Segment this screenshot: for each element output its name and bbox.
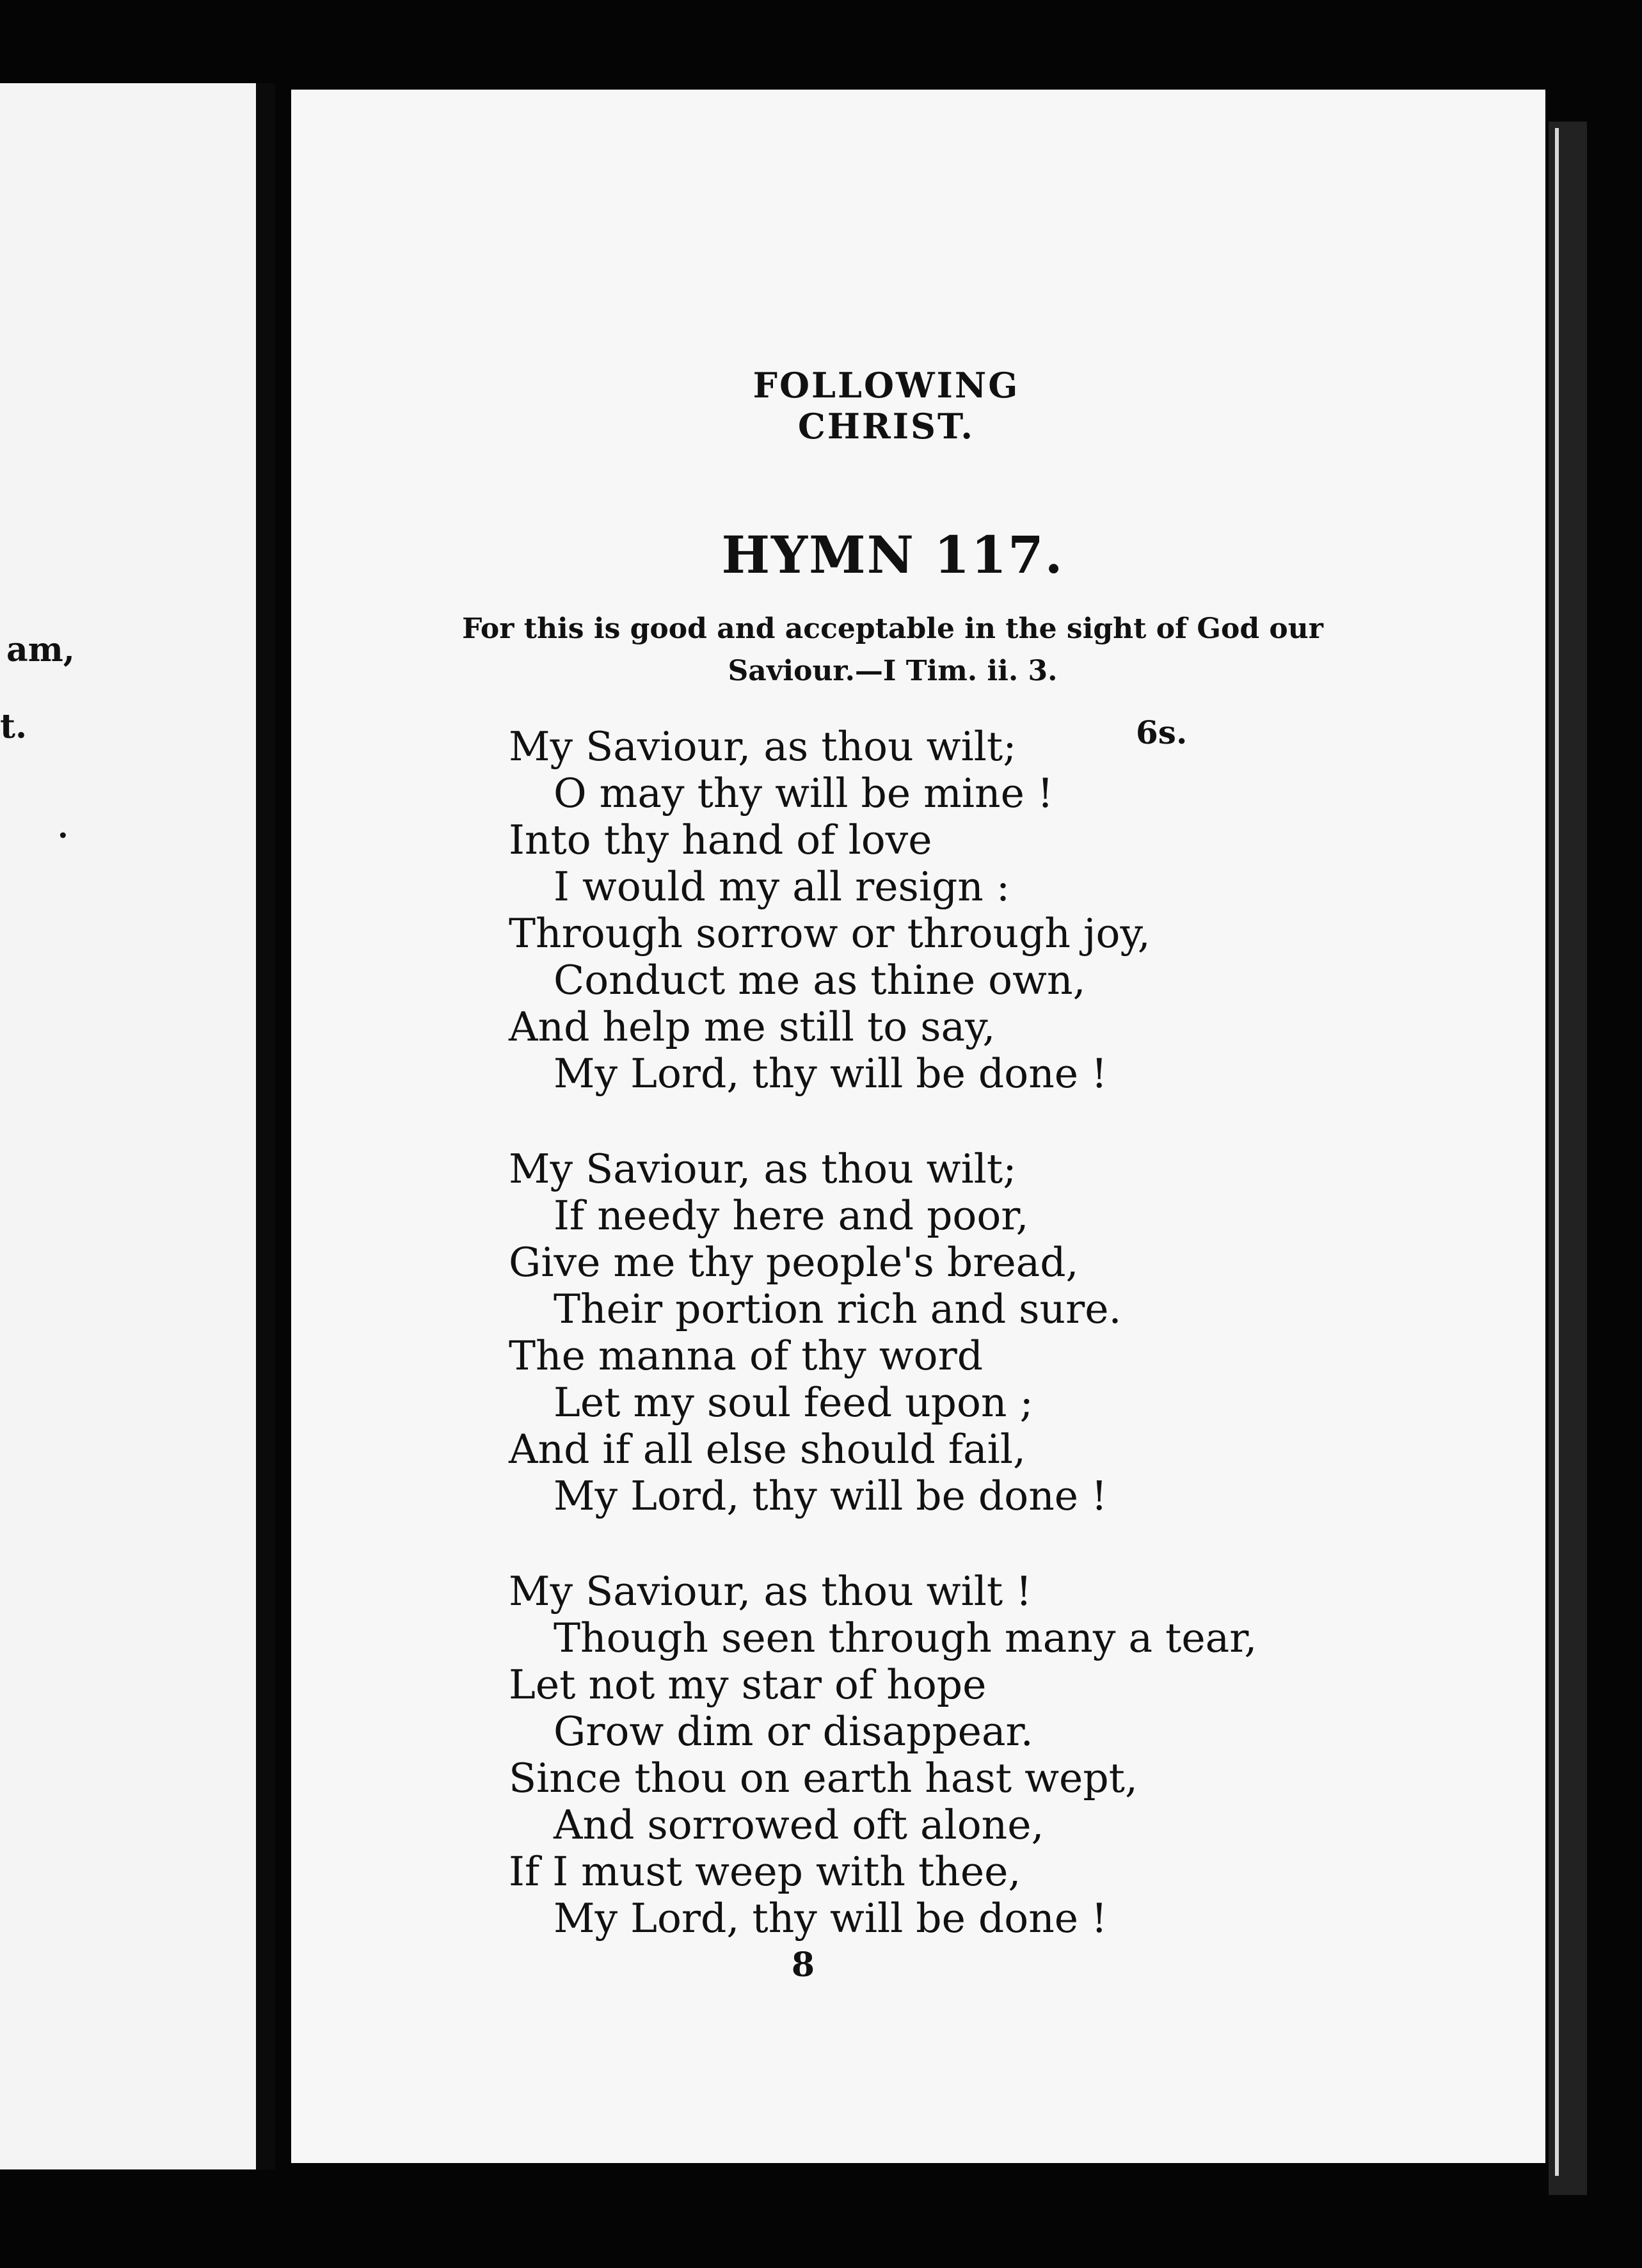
verse-line: And if all else should fail, (509, 1426, 1026, 1473)
verse-line: My Saviour, as thou wilt; (509, 723, 1017, 770)
verse-line: My Lord, thy will be done ! (554, 1895, 1108, 1942)
verse-line: I would my all resign : (554, 863, 1010, 910)
verse-line: My Lord, thy will be done ! (554, 1050, 1108, 1097)
verse-line: Since thou on earth hast wept, (509, 1755, 1138, 1801)
verse-line: O may thy will be mine ! (554, 770, 1054, 817)
verse-line: Into thy hand of love (509, 817, 932, 863)
scripture-epigraph (458, 608, 1328, 692)
hymn-page (291, 90, 1545, 2163)
page-number: 8 (791, 1945, 815, 1984)
verse-line: My Saviour, as thou wilt; (509, 1146, 1017, 1192)
verse-line: If needy here and poor, (554, 1192, 1029, 1239)
previous-page-fragment: t. (0, 707, 28, 746)
epigraph-line: Saviour.—I Tim. ii. 3. (728, 655, 1058, 687)
verse-line: And sorrowed oft alone, (554, 1801, 1044, 1848)
page-edge-line (1555, 128, 1559, 2176)
stanza-1 (509, 723, 1277, 1097)
verse-line: And help me still to say, (509, 1003, 996, 1050)
verse-line: Though seen through many a tear, (554, 1615, 1257, 1661)
stanza-3 (509, 1568, 1277, 1942)
book-gutter (256, 83, 275, 2169)
page-edge-shadow (1549, 122, 1587, 2195)
previous-page-fragment: . (58, 810, 68, 845)
epigraph-line: For this is good and acceptable in the sight of God our (462, 612, 1323, 645)
previous-page-fragment: am, (6, 630, 75, 669)
verse-line: Let my soul feed upon ; (554, 1379, 1033, 1426)
verse-line: Their portion rich and sure. (554, 1286, 1122, 1332)
verse-line: If I must weep with thee, (509, 1848, 1021, 1895)
stanza-2 (509, 1146, 1277, 1519)
running-head: FOLLOWING CHRIST. (753, 365, 1020, 447)
previous-page (0, 83, 256, 2169)
verse-line: Conduct me as thine own, (554, 957, 1086, 1003)
verse-line: Grow dim or disappear. (554, 1708, 1033, 1755)
verse-line: Let not my star of hope (509, 1661, 987, 1708)
verse-line: Through sorrow or through joy, (509, 910, 1151, 957)
meter-label: 6s. (1136, 714, 1188, 751)
verse-line: The manna of thy word (509, 1332, 984, 1379)
hymn-title: HYMN 117. (721, 525, 1064, 585)
verse-line: Give me thy people's bread, (509, 1239, 1079, 1286)
verse-line: My Saviour, as thou wilt ! (509, 1568, 1032, 1615)
verse-line: My Lord, thy will be done ! (554, 1473, 1108, 1519)
